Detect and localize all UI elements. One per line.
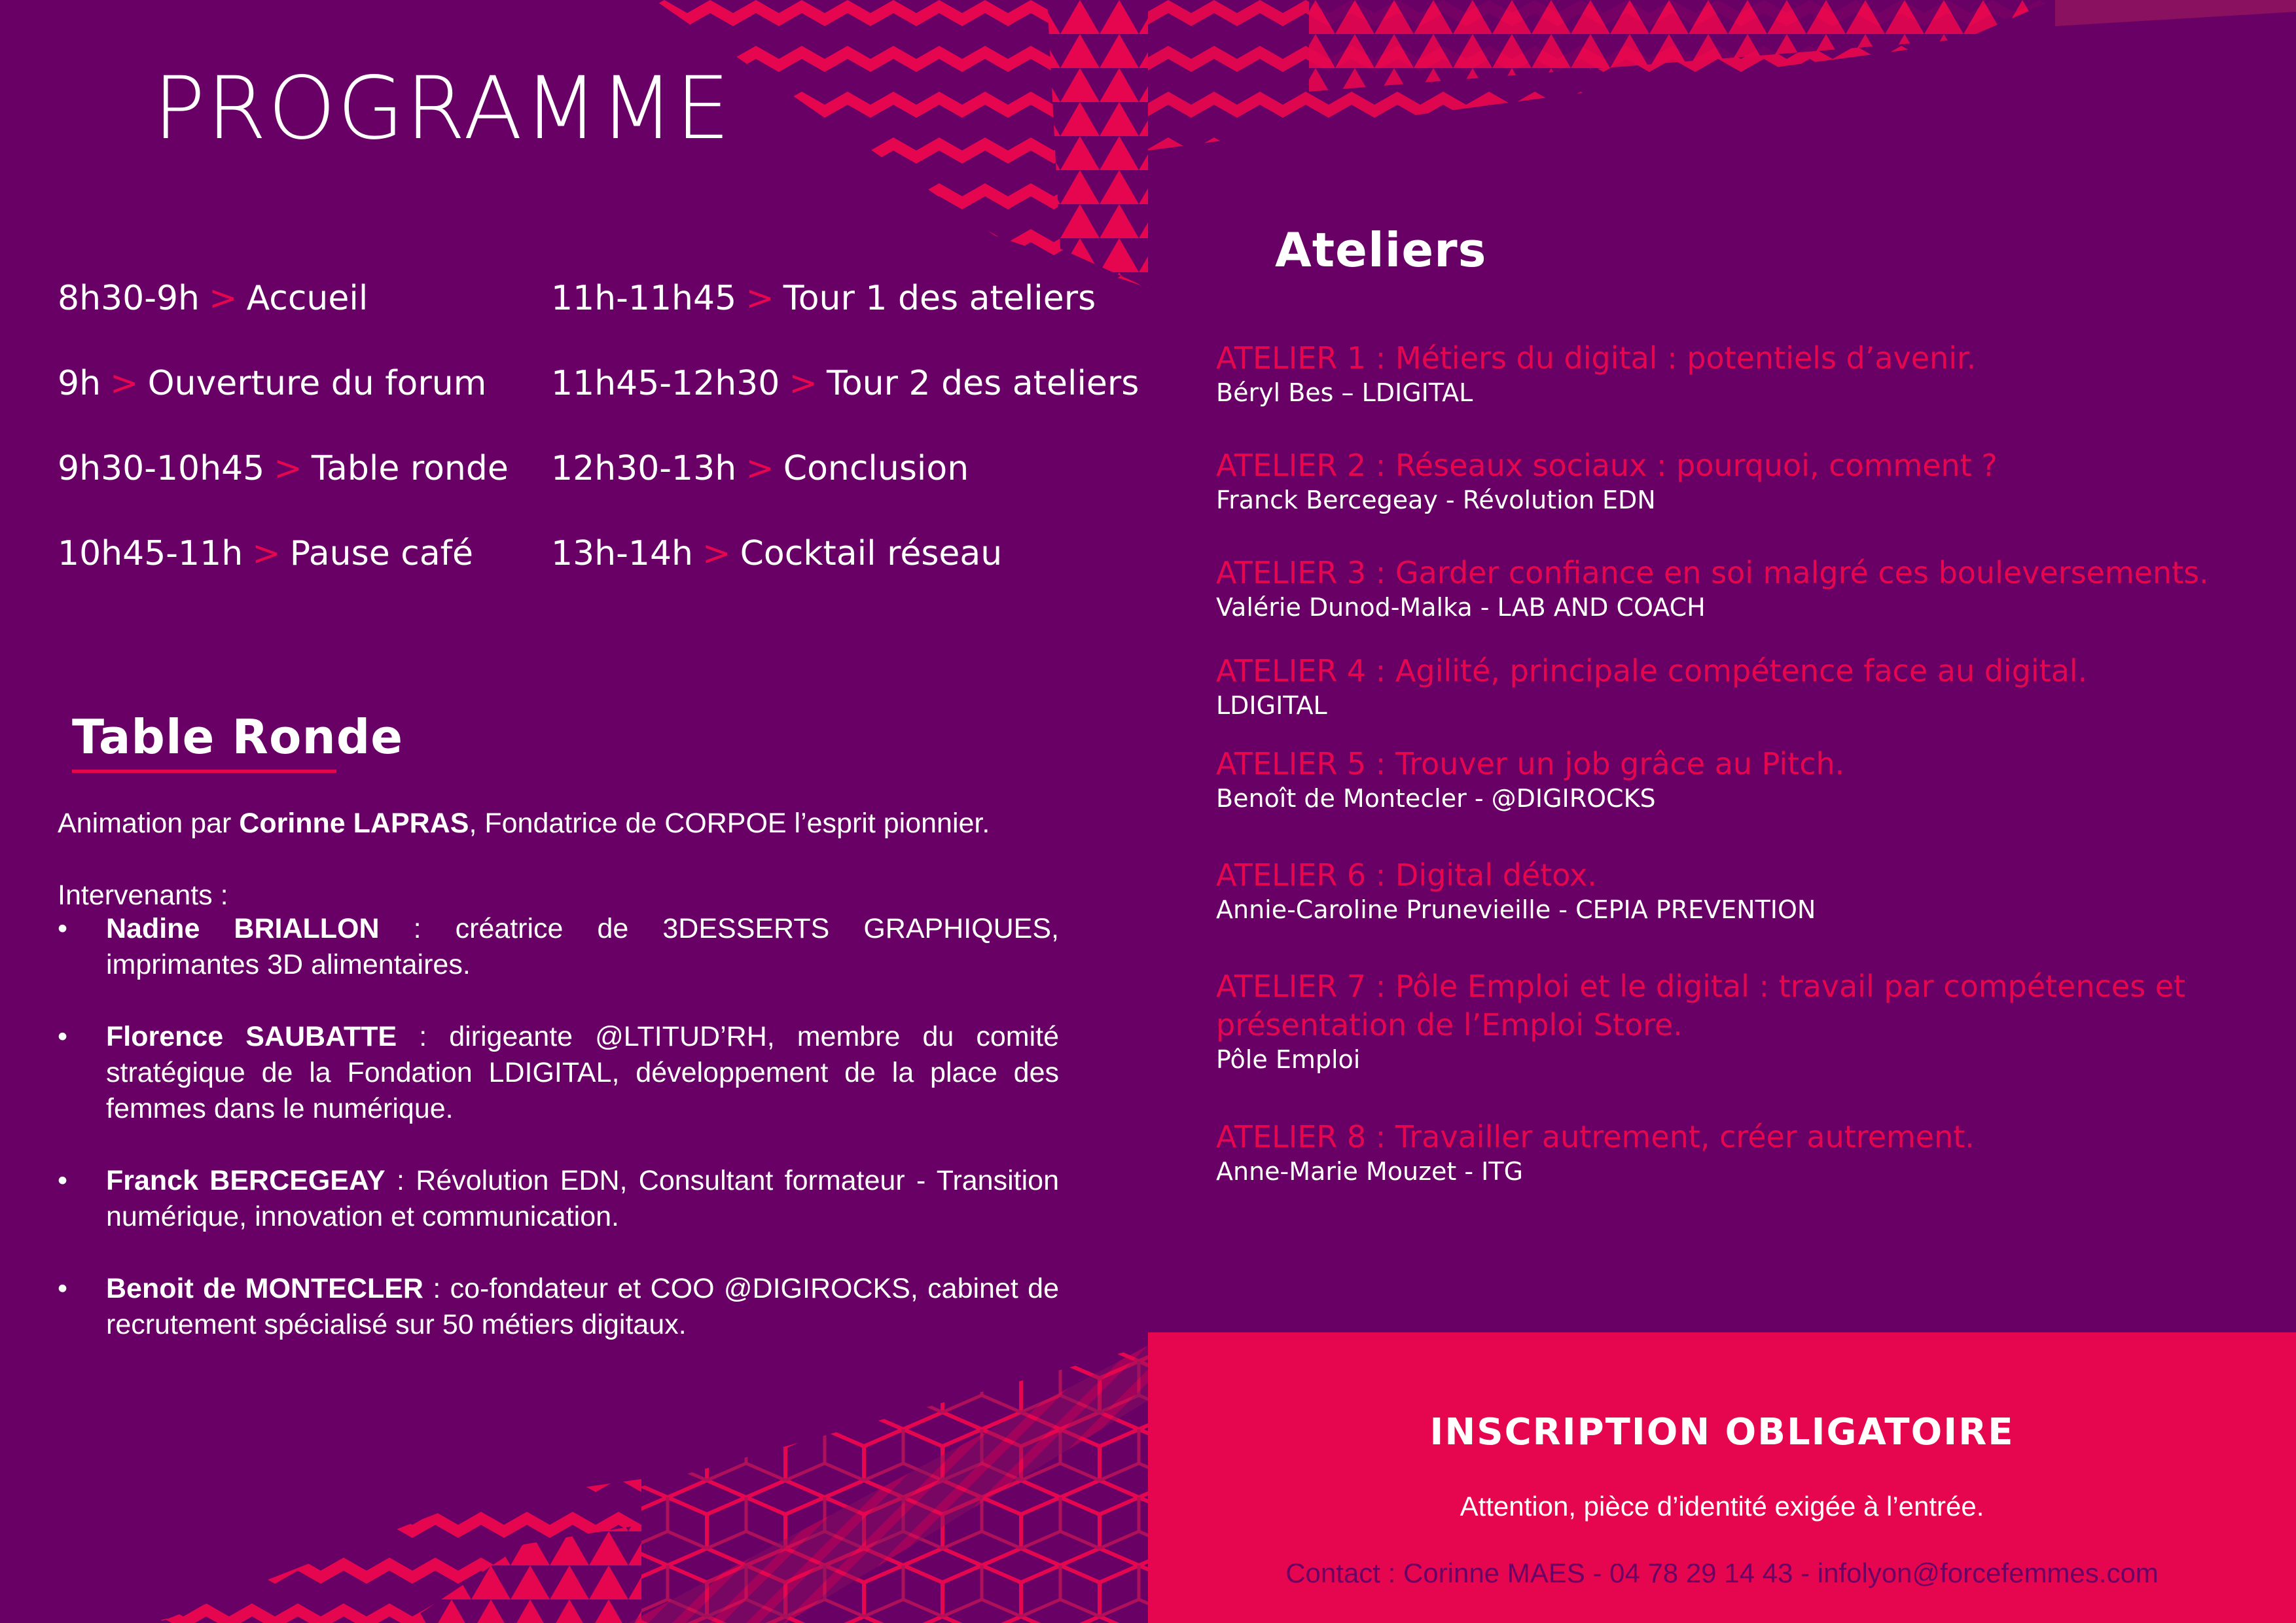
atelier-title: ATELIER 8 : Travailler autrement, créer autrement. <box>1216 1119 1975 1154</box>
schedule-time: 8h30-9h <box>58 279 200 318</box>
atelier-title: ATELIER 7 : Pôle Emploi et le digital : travail par compétences et présentation de l’Emploi Store. <box>1216 969 2186 1043</box>
intervenant-name: Nadine BRIALLON <box>106 913 380 944</box>
list-item <box>58 1163 1059 1235</box>
schedule-separator: > <box>274 449 302 488</box>
schedule-separator: > <box>209 279 238 318</box>
atelier-title: ATELIER 6 : Digital détox. <box>1216 857 1597 893</box>
schedule-time: 10h45-11h <box>58 534 243 573</box>
intervenant-desc: : dirigeante @LTITUD’RH, membre du comité stratégique de la Fondation LDIGITAL, développement de la place des femmes dans le numérique. <box>106 1021 1059 1124</box>
schedule-separator: > <box>702 534 731 573</box>
atelier-title: ATELIER 1 : Métiers du digital : potentiels d’avenir. <box>1216 340 1977 376</box>
schedule-item <box>58 534 473 573</box>
schedule-label: Table ronde <box>311 449 509 488</box>
atelier-speaker: LDIGITAL <box>1216 691 1327 720</box>
schedule-item <box>58 279 368 318</box>
atelier-item <box>1216 446 2263 515</box>
atelier-speaker: Annie-Caroline Prunevieille - CEPIA PREVENTION <box>1216 895 1816 924</box>
schedule-label: Tour 2 des ateliers <box>826 364 1139 403</box>
atelier-item <box>1216 652 2263 721</box>
programme-title: PROGRAMME <box>153 58 732 159</box>
atelier-speaker: Valérie Dunod-Malka - LAB AND COACH <box>1216 593 1706 622</box>
inscription-title: INSCRIPTION OBLIGATOIRE <box>1429 1411 2015 1454</box>
intervenant-name: Florence SAUBATTE <box>106 1021 397 1052</box>
schedule-separator: > <box>252 534 281 573</box>
schedule-item <box>551 449 969 488</box>
atelier-item <box>1216 339 2263 408</box>
table-ronde-heading: Table Ronde <box>72 709 404 764</box>
atelier-title: ATELIER 2 : Réseaux sociaux : pourquoi, comment ? <box>1216 448 1998 483</box>
intervenants-list <box>58 911 1059 1379</box>
animator-name: Corinne LAPRAS <box>239 808 469 839</box>
bullet: • <box>58 1273 68 1304</box>
atelier-speaker: Béryl Bes – LDIGITAL <box>1216 378 1473 407</box>
schedule-time: 11h45-12h30 <box>551 364 780 403</box>
schedule-separator: > <box>789 364 817 403</box>
schedule-separator: > <box>745 449 774 488</box>
schedule-item <box>58 366 486 401</box>
atelier-speaker: Franck Bercegeay - Révolution EDN <box>1216 486 1656 514</box>
schedule-time: 13h-14h <box>551 534 694 573</box>
inscription-box <box>1148 1332 2296 1623</box>
animation-prefix: Animation par <box>58 808 240 839</box>
list-item <box>58 911 1059 983</box>
schedule-label: Cocktail réseau <box>740 534 1003 573</box>
inscription-attention: Attention, pièce d’identité exigée à l’entrée. <box>1460 1491 1984 1522</box>
schedule-separator: > <box>110 364 139 403</box>
intervenants-label: Intervenants : <box>58 880 228 911</box>
atelier-speaker: Anne-Marie Mouzet - ITG <box>1216 1157 1524 1186</box>
atelier-item <box>1216 1118 2263 1186</box>
atelier-item <box>1216 967 2263 1075</box>
inscription-contact: Contact : Corinne MAES - 04 78 29 14 43 - infolyon@forcefemmes.com <box>1285 1558 2159 1588</box>
schedule-label: Tour 1 des ateliers <box>783 279 1096 318</box>
schedule-time: 12h30-13h <box>551 449 737 488</box>
schedule-time: 9h30-10h45 <box>58 449 265 488</box>
table-ronde-underline <box>72 770 336 773</box>
atelier-speaker: Pôle Emploi <box>1216 1045 1361 1074</box>
schedule-time: 9h <box>58 364 101 403</box>
schedule-item <box>551 366 1139 401</box>
intervenant-desc: : Révolution EDN, Consultant formateur - Transition numérique, innovation et communication. <box>106 1165 1059 1232</box>
list-item <box>58 1019 1059 1127</box>
atelier-item <box>1216 554 2263 622</box>
animation-line <box>58 805 1105 842</box>
schedule-item <box>551 534 1003 573</box>
bullet: • <box>58 1021 68 1052</box>
animation-suffix: , Fondatrice de CORPOE l’esprit pionnier. <box>469 808 990 839</box>
list-item <box>58 1271 1059 1343</box>
intervenant-name: Benoit de MONTECLER <box>106 1273 423 1304</box>
atelier-item <box>1216 745 2263 813</box>
schedule-separator: > <box>745 279 774 318</box>
bullet: • <box>58 913 68 944</box>
intervenant-desc: : créatrice de 3DESSERTS GRAPHIQUES, imprimantes 3D alimentaires. <box>106 913 1059 980</box>
atelier-title: ATELIER 5 : Trouver un job grâce au Pitch. <box>1216 746 1845 781</box>
bullet: • <box>58 1165 68 1196</box>
schedule-time: 11h-11h45 <box>551 279 737 318</box>
atelier-title: ATELIER 4 : Agilité, principale compétence face au digital. <box>1216 653 2088 688</box>
schedule-item <box>551 279 1096 318</box>
atelier-speaker: Benoît de Montecler - @DIGIROCKS <box>1216 784 1656 813</box>
schedule-label: Ouverture du forum <box>147 364 487 403</box>
intervenant-name: Franck BERCEGEAY <box>106 1165 386 1196</box>
schedule-label: Accueil <box>246 279 368 318</box>
schedule-label: Conclusion <box>783 449 969 488</box>
ateliers-heading: Ateliers <box>1275 223 1487 277</box>
schedule-label: Pause café <box>289 534 473 573</box>
schedule-item <box>58 449 509 488</box>
atelier-title: ATELIER 3 : Garder confiance en soi malgré ces bouleversements. <box>1216 555 2209 590</box>
atelier-item <box>1216 856 2263 925</box>
intervenant-desc: : co-fondateur et COO @DIGIROCKS, cabinet de recrutement spécialisé sur 50 métiers digitaux. <box>106 1273 1059 1340</box>
